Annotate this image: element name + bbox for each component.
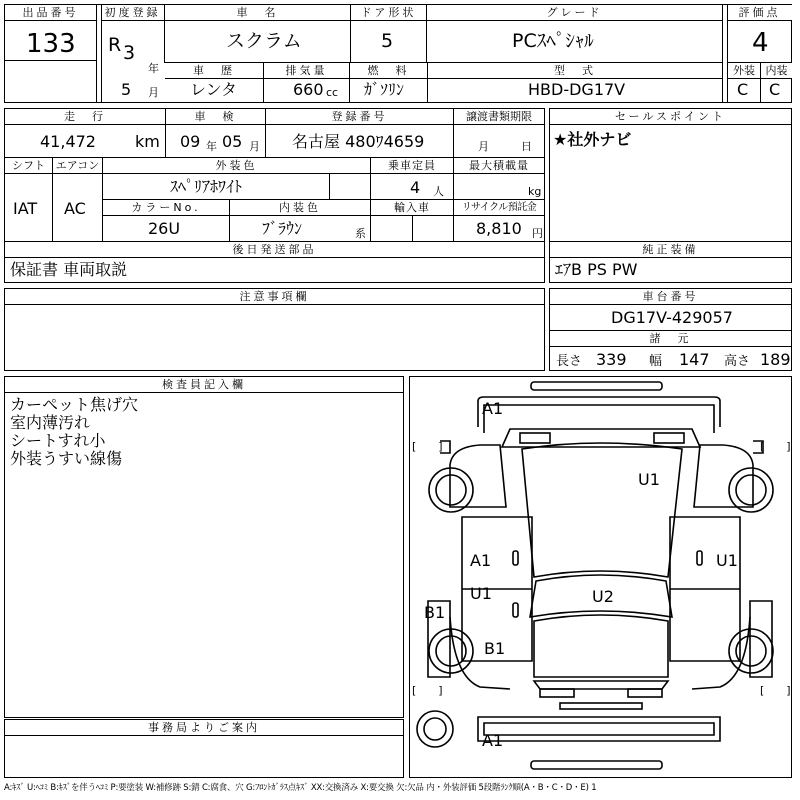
km-unit: km: [135, 132, 160, 151]
reg-month: 5: [121, 80, 132, 99]
doors-header: ドア形状: [351, 5, 426, 21]
bracket-front-left: [ ]: [412, 440, 443, 453]
deadline-day-unit: 日: [521, 140, 532, 153]
era-label: R: [108, 34, 122, 56]
later-parts-value: 保証書 車両取説: [10, 260, 128, 279]
inspection-month-unit: 月: [249, 140, 260, 153]
first-reg-header: 初度登録: [101, 5, 164, 21]
interior-grade-value: C: [769, 80, 781, 99]
vehicle-history-value: レンタ: [190, 80, 237, 99]
displacement-header: 排気量: [264, 63, 349, 79]
sales-points-header: セールスポイント: [550, 109, 791, 125]
car-outline-svg: [410, 377, 791, 777]
lot-no-header: 出品番号: [5, 5, 96, 21]
width-value: 147: [679, 350, 710, 369]
deadline-month-unit: 月: [478, 140, 489, 153]
exterior-header: 外装: [728, 63, 760, 79]
mileage-value: 41,472: [40, 132, 96, 151]
import-header: 輸入車: [371, 200, 453, 216]
equipment-header: 純正装備: [550, 242, 791, 258]
mark-right-front-door: U1: [716, 551, 738, 570]
year-unit: 年: [148, 62, 159, 75]
recycle-header: リサイクル預託金: [454, 200, 544, 216]
month-unit: 月: [148, 86, 159, 99]
cc-unit: cc: [326, 86, 339, 99]
doors-value: 5: [381, 30, 394, 52]
mark-hood: U1: [638, 470, 660, 489]
aircon-header: エアコン: [53, 158, 102, 174]
mark-rear-bumper: A1: [482, 731, 504, 750]
interior-color-unit: 系: [355, 227, 366, 240]
interior-color-header: 内装色: [230, 200, 370, 216]
exterior-grade-value: C: [737, 80, 749, 99]
dimensions-header: 諸 元: [550, 331, 791, 347]
grade-header: グレード: [427, 5, 722, 21]
length-value: 339: [596, 350, 627, 369]
capacity-value: 4: [410, 178, 421, 197]
width-label: 幅: [649, 354, 663, 369]
yen-unit: 円: [532, 227, 543, 240]
inspection-header: 車 検: [166, 109, 265, 125]
sales-points-value: ★社外ナビ: [553, 130, 632, 149]
interior-header: 内装: [761, 63, 792, 79]
length-label: 長さ: [556, 354, 583, 369]
bracket-front-right: [ ]: [760, 440, 791, 453]
recycle-value: 8,810: [476, 219, 522, 238]
max-load-header: 最大積載量: [454, 158, 544, 174]
transfer-deadline-header: 譲渡書類期限: [454, 109, 544, 125]
mark-front-bumper: A1: [482, 399, 504, 418]
equipment-value: ｴｱB PS PW: [555, 260, 638, 279]
mark-left-rear-fender: B1: [424, 603, 446, 622]
inspection-year-unit: 年: [206, 140, 217, 153]
bracket-mid-right: [ ]: [760, 684, 791, 697]
inspector-line-4: 外装うすい線傷: [10, 449, 123, 468]
fuel-header: 燃 料: [350, 63, 427, 79]
inspector-line-3: シートすれ小: [10, 431, 106, 450]
shift-value: IAT: [13, 199, 38, 218]
reg-year: 3: [123, 42, 136, 64]
car-name-value: スクラム: [226, 30, 302, 52]
color-no-header: カラーNo.: [103, 200, 229, 216]
exterior-color-value: ｽﾍﾟﾘｱﾎﾜｲﾄ: [170, 177, 243, 196]
mark-left-quarter: B1: [484, 639, 506, 658]
height-value: 189: [760, 350, 791, 369]
chassis-no-value: DG17V-429057: [611, 308, 733, 327]
exterior-color-header: 外装色: [103, 158, 370, 174]
car-name-header: 車 名: [165, 5, 350, 21]
mark-left-front-door: A1: [470, 551, 492, 570]
height-label: 高さ: [724, 354, 751, 369]
mark-roof: U2: [592, 587, 614, 606]
score-value: 4: [752, 28, 769, 58]
inspection-month: 05: [222, 132, 243, 151]
score-header: 評価点: [727, 5, 792, 21]
car-diagram: [409, 376, 792, 778]
legend-text: A:ｷｽﾞ U:ﾍｺﾐ B:ｷｽﾞを伴うﾍｺﾐ P:要塗装 W:補修跡 S:錆 C:腐食、穴 G:ﾌﾛﾝﾄｶﾞﾗｽ点ｷｽﾞ XX:交換済み X:要交換 欠:欠品 内・外装評価 5段階ﾗﾝｸ順(A・B・C・D・E) 1: [4, 783, 597, 793]
capacity-unit: 人: [433, 185, 444, 198]
plate-value: 名古屋 480ﾜ4659: [292, 132, 425, 151]
office-notes-header: 事務局よりご案内: [5, 720, 403, 736]
interior-color-value: ﾌﾞﾗｳﾝ: [262, 219, 303, 238]
grade-value: PCｽﾍﾟｼｬﾙ: [512, 30, 594, 52]
inspector-line-2: 室内薄汚れ: [10, 413, 91, 432]
inspector-line-1: カーペット焦げ穴: [10, 395, 139, 414]
aircon-value: AC: [64, 199, 86, 218]
mileage-header: 走 行: [5, 109, 165, 125]
model-code-value: HBD-DG17V: [528, 80, 626, 99]
color-no-value: 26U: [148, 219, 181, 238]
displacement-value: 660: [293, 80, 324, 99]
later-parts-header: 後日発送部品: [5, 242, 544, 258]
fuel-value: ｶﾞｿﾘﾝ: [364, 80, 405, 99]
plate-header: 登録番号: [266, 109, 453, 125]
shift-header: シフト: [5, 158, 52, 174]
bracket-mid-left: [ ]: [412, 684, 443, 697]
inspector-notes-header: 検査員記入欄: [5, 377, 403, 393]
model-code-header: 型 式: [428, 63, 722, 79]
inspection-year: 09: [180, 132, 201, 151]
notes-header: 注意事項欄: [5, 289, 544, 305]
vehicle-history-header: 車 歴: [165, 63, 263, 79]
max-load-unit: kg: [528, 185, 542, 198]
mark-left-rear-door: U1: [470, 584, 492, 603]
chassis-no-header: 車台番号: [550, 289, 791, 305]
capacity-header: 乗車定員: [371, 158, 453, 174]
lot-no-value: 133: [26, 29, 76, 59]
